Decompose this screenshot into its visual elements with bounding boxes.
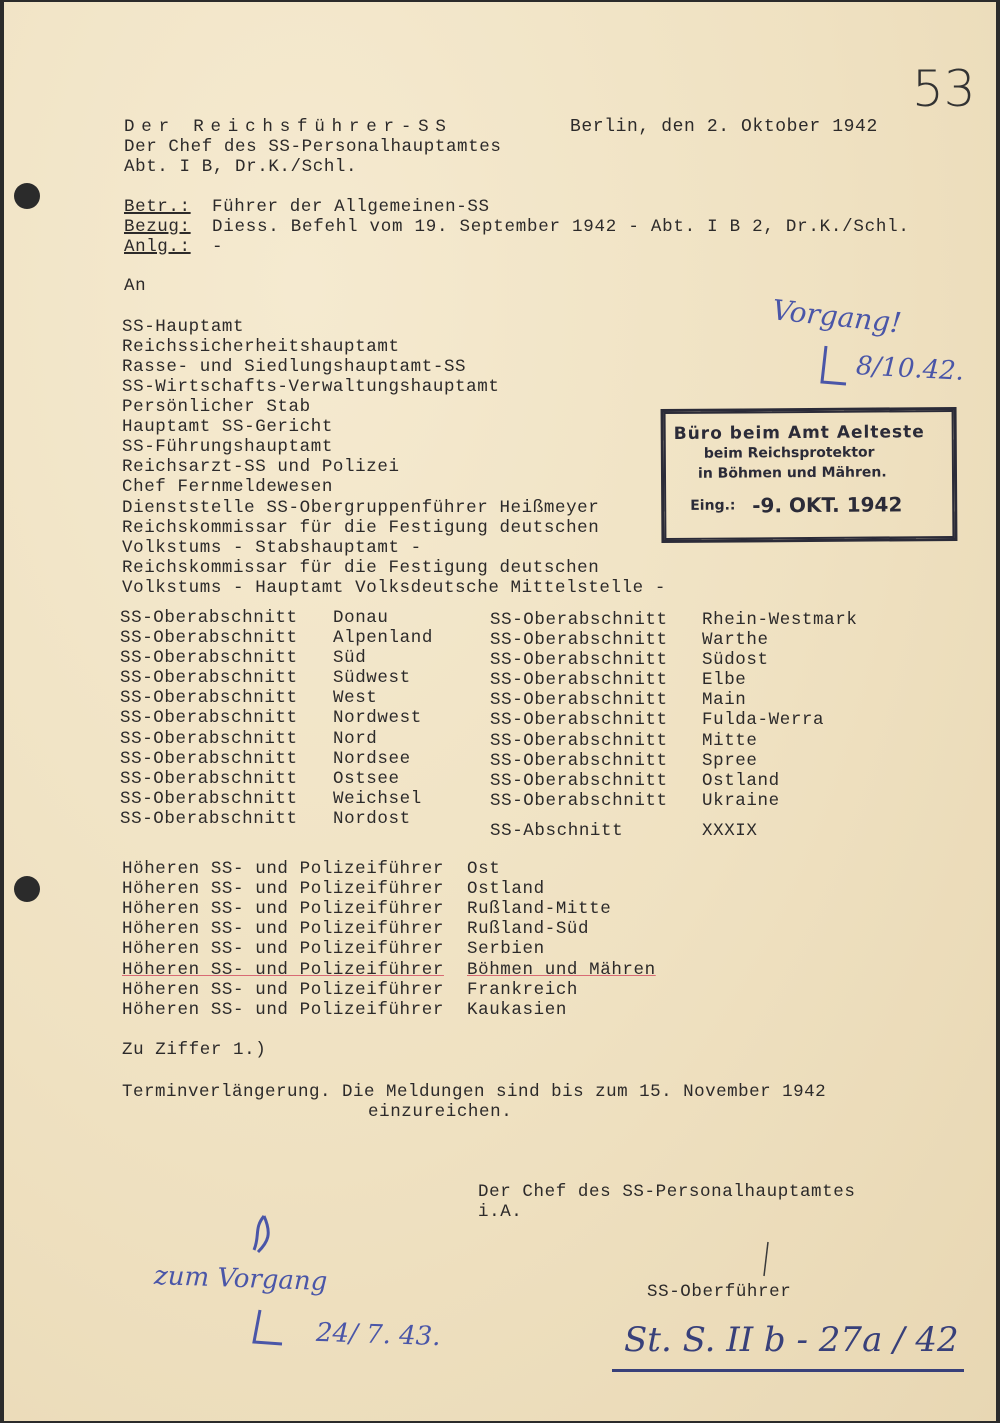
stamp-line1: Büro beim Amt Aelteste: [673, 422, 925, 444]
oberabschnitt-label: SS-Oberabschnitt: [490, 731, 668, 751]
oberabschnitt-label: SS-Oberabschnitt: [490, 630, 668, 650]
recipient: Volkstums - Hauptamt Volksdeutsche Mittelstelle -: [122, 578, 666, 598]
oberabschnitt-label: SS-Oberabschnitt: [120, 708, 298, 728]
oberabschnitt-label: SS-Oberabschnitt: [120, 769, 298, 789]
oberabschnitt-label: SS-Oberabschnitt: [120, 809, 298, 829]
an-label: An: [124, 276, 147, 296]
hsspf-prefix: Höheren SS- und Polizeiführer: [122, 980, 444, 1000]
signature-mark: [724, 1238, 784, 1288]
signature-ia: i.A.: [478, 1202, 523, 1222]
page-number: 53: [912, 60, 976, 118]
punch-hole: [14, 876, 40, 902]
oberabschnitt-label: SS-Oberabschnitt: [120, 648, 298, 668]
oberabschnitt-name: Spree: [702, 751, 758, 771]
hsspf-region: Kaukasien: [467, 1000, 567, 1020]
bezug-text: Diess. Befehl vom 19. September 1942 - Abt. I B 2, Dr.K./Schl.: [212, 217, 910, 237]
oberabschnitt-name: Nordwest: [333, 708, 422, 728]
oberabschnitt-label: SS-Oberabschnitt: [120, 729, 298, 749]
hsspf-prefix: Höheren SS- und Polizeiführer: [122, 859, 444, 879]
hsspf-region: Ost: [467, 859, 501, 879]
oberabschnitt-label: SS-Oberabschnitt: [120, 789, 298, 809]
body-text-line1: Terminverlängerung. Die Meldungen sind bis zum 15. November 1942: [122, 1082, 827, 1102]
handwritten-initial-mark: [812, 342, 852, 398]
recipient: Dienststelle SS-Obergruppenführer Heißmeyer: [122, 498, 600, 518]
oberabschnitt-name: Main: [702, 690, 747, 710]
oberabschnitt-label: SS-Oberabschnitt: [490, 690, 668, 710]
recipient: SS-Führungshauptamt: [122, 437, 333, 457]
recipient: Reichsarzt-SS und Polizei: [122, 457, 400, 477]
oberabschnitt-name: Nordsee: [333, 749, 411, 769]
header-sender: Der Reichsführer-SS: [124, 117, 453, 137]
header-reference: Abt. I B, Dr.K./Schl.: [124, 157, 358, 177]
oberabschnitt-label: SS-Oberabschnitt: [490, 751, 668, 771]
handwritten-note-zum-vorgang: zum Vorgang: [153, 1260, 328, 1298]
oberabschnitt-label: SS-Oberabschnitt: [120, 749, 298, 769]
oberabschnitt-name: Süd: [333, 648, 367, 668]
recipient: SS-Hauptamt: [122, 317, 245, 337]
hsspf-region: Frankreich: [467, 980, 579, 1000]
stamp-line3: in Böhmen und Mähren.: [697, 464, 887, 482]
oberabschnitt-name: Elbe: [702, 670, 747, 690]
file-reference: St. S. II b - 27a / 42: [624, 1320, 959, 1360]
oberabschnitt-label: SS-Oberabschnitt: [490, 710, 668, 730]
hsspf-prefix: Höheren SS- und Polizeiführer: [122, 879, 444, 899]
oberabschnitt-label: SS-Oberabschnitt: [490, 670, 668, 690]
recipient: Volkstums - Stabshauptamt -: [122, 538, 422, 558]
oberabschnitt-name: Alpenland: [333, 628, 433, 648]
betr-label: Betr.:: [124, 197, 191, 217]
oberabschnitt-label: SS-Oberabschnitt: [490, 650, 668, 670]
oberabschnitt-label: SS-Oberabschnitt: [490, 771, 668, 791]
handwritten-date-top: 8/10.42.: [855, 351, 965, 387]
abschnitt-label: SS-Abschnitt: [490, 821, 624, 841]
oberabschnitt-name: Südost: [702, 650, 769, 670]
header-department: Der Chef des SS-Personalhauptamtes: [124, 137, 502, 157]
hsspf-prefix: Höheren SS- und Polizeiführer: [122, 899, 444, 919]
signature-title: Der Chef des SS-Personalhauptamtes: [478, 1182, 856, 1202]
hsspf-region: Rußland-Süd: [467, 919, 590, 939]
oberabschnitt-label: SS-Oberabschnitt: [490, 791, 668, 811]
recipient: Rasse- und Siedlungshauptamt-SS: [122, 357, 467, 377]
oberabschnitt-label: SS-Oberabschnitt: [120, 668, 298, 688]
abschnitt-name: XXXIX: [702, 821, 758, 841]
betr-text: Führer der Allgemeinen-SS: [212, 197, 490, 217]
oberabschnitt-label: SS-Oberabschnitt: [120, 628, 298, 648]
hsspf-region: Ostland: [467, 879, 545, 899]
stamp-eing-label: Eing.:: [690, 497, 736, 514]
recipient: Reichskommissar für die Festigung deutschen: [122, 558, 600, 578]
oberabschnitt-name: Ostland: [702, 771, 780, 791]
recipient: SS-Wirtschafts-Verwaltungshauptamt: [122, 377, 500, 397]
handwritten-note-vorgang: Vorgang!: [770, 293, 904, 340]
header-date: Berlin, den 2. Oktober 1942: [570, 117, 878, 137]
handwritten-initial-mark: [234, 1214, 294, 1354]
handwritten-date-bottom: 24/ 7. 43.: [315, 1317, 442, 1353]
oberabschnitt-name: Donau: [333, 608, 389, 628]
signature-rank: SS-Oberführer: [647, 1282, 792, 1302]
file-reference-underline: [612, 1369, 964, 1372]
oberabschnitt-name: Mitte: [702, 731, 758, 751]
oberabschnitt-name: West: [333, 688, 378, 708]
stamp-eing-date: -9. OKT. 1942: [752, 492, 903, 518]
oberabschnitt-name: Warthe: [702, 630, 769, 650]
oberabschnitt-label: SS-Oberabschnitt: [120, 608, 298, 628]
recipient: Chef Fernmeldewesen: [122, 477, 333, 497]
oberabschnitt-name: Weichsel: [333, 789, 422, 809]
hsspf-region: Böhmen und Mähren: [467, 960, 656, 980]
recipient: Persönlicher Stab: [122, 397, 311, 417]
hsspf-prefix: Höheren SS- und Polizeiführer: [122, 960, 444, 980]
anlg-label: Anlg.:: [124, 237, 191, 257]
oberabschnitt-name: Nord: [333, 729, 378, 749]
ziffer-heading: Zu Ziffer 1.): [122, 1040, 267, 1060]
oberabschnitt-name: Rhein-Westmark: [702, 610, 858, 630]
oberabschnitt-name: Südwest: [333, 668, 411, 688]
oberabschnitt-label: SS-Oberabschnitt: [120, 688, 298, 708]
recipient: Reichssicherheitshauptamt: [122, 337, 400, 357]
recipient: Reichskommissar für die Festigung deutschen: [122, 518, 600, 538]
oberabschnitt-label: SS-Oberabschnitt: [490, 610, 668, 630]
oberabschnitt-name: Ukraine: [702, 791, 780, 811]
anlg-text: -: [212, 237, 224, 257]
bezug-label: Bezug:: [124, 217, 191, 237]
hsspf-region: Rußland-Mitte: [467, 899, 612, 919]
receipt-stamp: [661, 407, 958, 543]
hsspf-prefix: Höheren SS- und Polizeiführer: [122, 1000, 444, 1020]
oberabschnitt-name: Fulda-Werra: [702, 710, 825, 730]
stamp-line2: beim Reichsprotektor: [703, 444, 875, 462]
punch-hole: [14, 183, 40, 209]
oberabschnitt-name: Ostsee: [333, 769, 400, 789]
oberabschnitt-name: Nordost: [333, 809, 411, 829]
document-page: [4, 2, 996, 1421]
hsspf-prefix: Höheren SS- und Polizeiführer: [122, 939, 444, 959]
body-text-line2: einzureichen.: [368, 1102, 513, 1122]
hsspf-region: Serbien: [467, 939, 545, 959]
recipient: Hauptamt SS-Gericht: [122, 417, 333, 437]
hsspf-prefix: Höheren SS- und Polizeiführer: [122, 919, 444, 939]
